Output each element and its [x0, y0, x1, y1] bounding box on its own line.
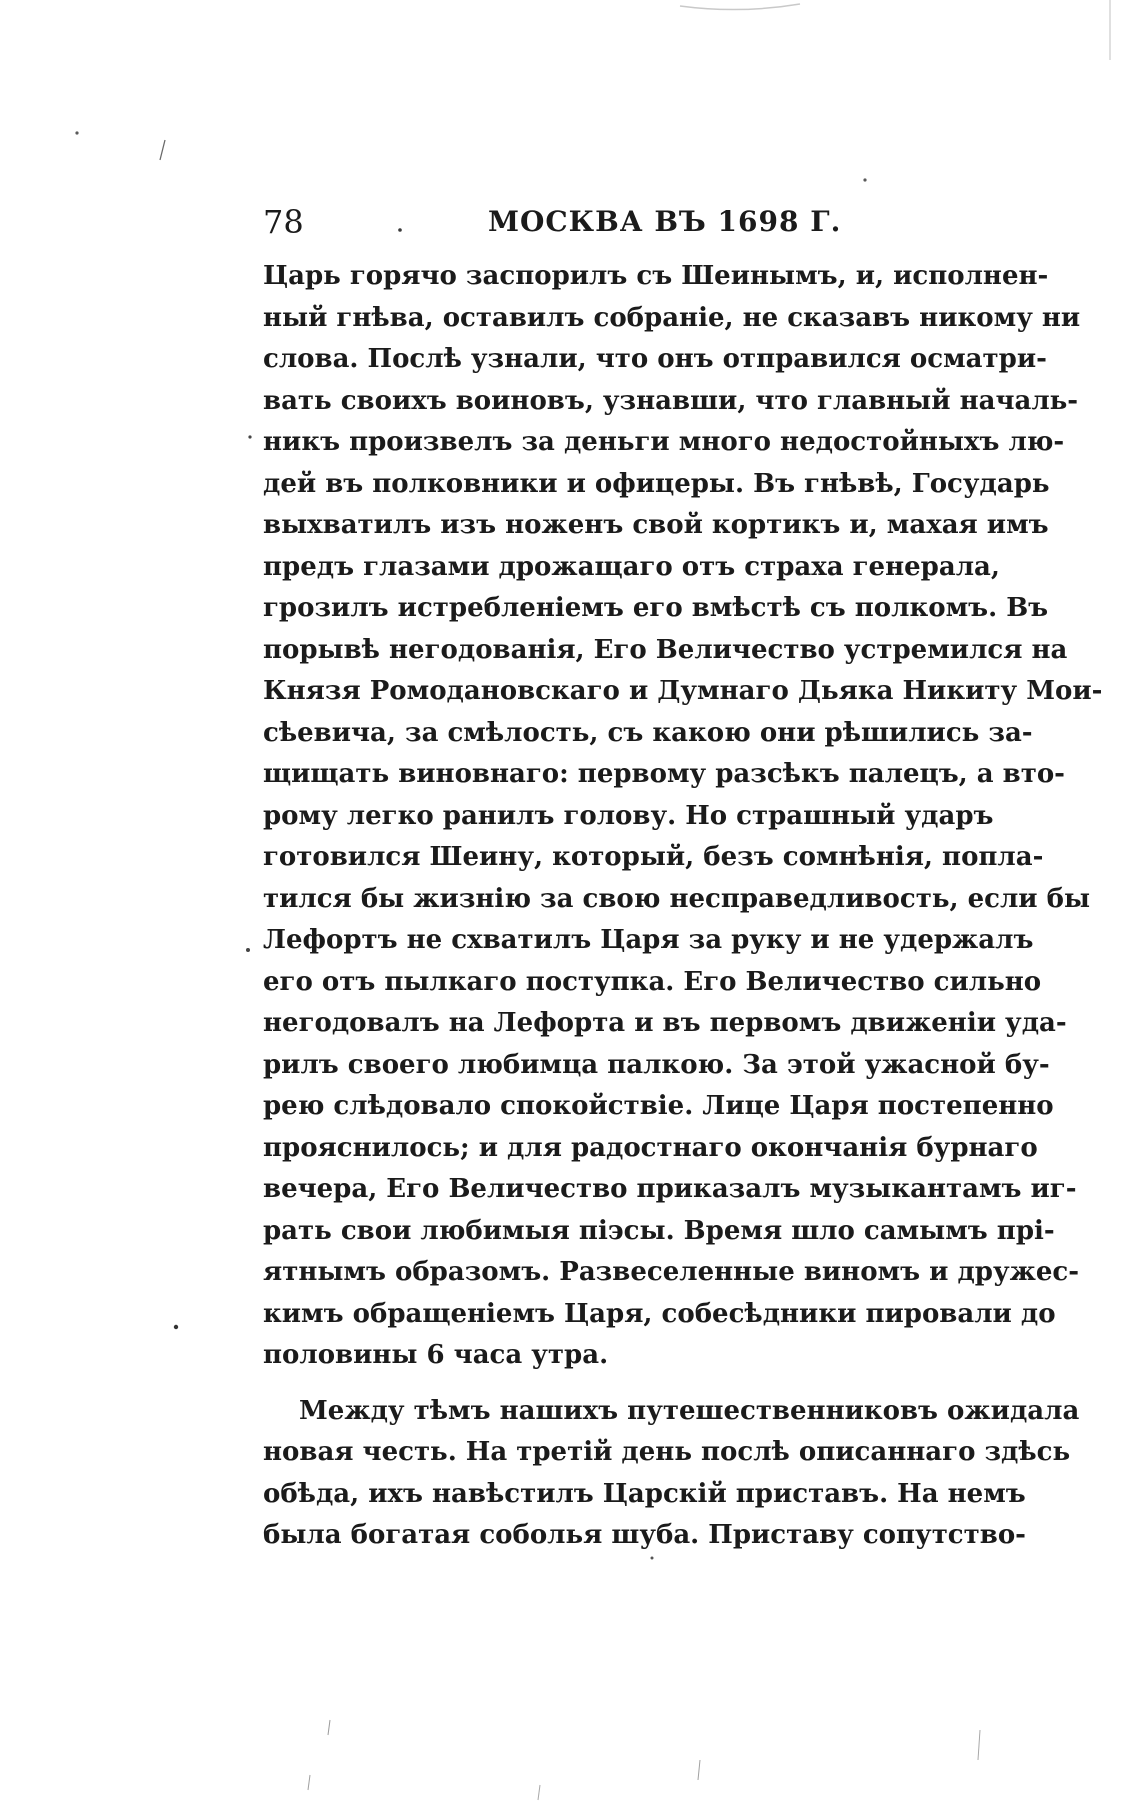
- running-head: МОСКВА ВЪ 1698 Г.: [488, 205, 842, 238]
- page-header: [263, 203, 973, 247]
- text-line: вечера, Его Величество приказалъ музыкантамъ иг-: [263, 1174, 1077, 1204]
- speck: [246, 948, 250, 952]
- text-line: сѣевича, за смѣлость, съ какою они рѣшились за-: [263, 717, 1033, 748]
- text-line: рому легко ранилъ голову. Но страшный ударъ: [263, 800, 994, 831]
- text-line: была богатая соболья шуба. Приставу сопутство-: [263, 1520, 1026, 1550]
- body-text: [263, 256, 1103, 1557]
- text-line: прояснилось; и для радостнаго окончанія бурнаго: [263, 1132, 1038, 1163]
- paragraph: [263, 256, 1103, 1377]
- top-edge-mark: [680, 4, 800, 10]
- paragraph-gap: [263, 1377, 973, 1391]
- text-line: выхватилъ изъ ноженъ свой кортикъ и, махая имъ: [263, 510, 1049, 540]
- text-line: Между тѣмъ нашихъ путешественниковъ ожидала: [299, 1395, 1080, 1426]
- speck: [978, 1730, 980, 1760]
- text-line: его отъ пылкаго поступка. Его Величество сильно: [263, 966, 1042, 997]
- text-line: слова. Послѣ узнали, что онъ отправился осматри-: [263, 344, 1047, 374]
- text-line: рать свои любимыя піэсы. Время шло самымъ прі-: [263, 1215, 1055, 1246]
- text-line: никъ произвелъ за деньги много недостойныхъ лю-: [263, 427, 1065, 457]
- speck: [75, 131, 78, 134]
- text-line: Лефортъ не схватилъ Царя за руку и не удержалъ: [263, 925, 1034, 955]
- text-line: рею слѣдовало спокойствіе. Лице Царя постепенно: [263, 1091, 1054, 1121]
- text-line: рилъ своего любимца палкою. За этой ужасной бу-: [263, 1049, 1050, 1080]
- speck: [698, 1760, 700, 1780]
- text-line: ятнымъ образомъ. Развеселенные виномъ и дружес-: [263, 1257, 1080, 1287]
- text-line: Князя Ромодановскаго и Думнаго Дьяка Никиту Мои-: [263, 676, 1103, 706]
- text-line: вать своихъ воиновъ, узнавши, что главный началь-: [263, 385, 1079, 416]
- text-line: негодовалъ на Лефорта и въ первомъ движеніи уда-: [263, 1008, 1067, 1038]
- text-line: порывѣ негодованія, Его Величество устремился на: [263, 634, 1068, 665]
- text-line: обѣда, ихъ навѣстилъ Царскій приставъ. На немъ: [263, 1478, 1026, 1509]
- text-line: тился бы жизнію за свою несправедливость, если бы: [263, 883, 1091, 914]
- text-line: предъ глазами дрожащаго отъ страха генерала,: [263, 551, 1000, 582]
- text-line: дей въ полковники и офицеры. Въ гнѣвѣ, Государь: [263, 468, 1050, 499]
- speck: [538, 1785, 540, 1800]
- speck: [174, 1325, 178, 1329]
- text-line: ный гнѣва, оставилъ собраніе, не сказавъ никому ни: [263, 302, 1081, 333]
- speck: [651, 1557, 654, 1560]
- page-number: 78: [263, 203, 304, 241]
- text-line: кимъ обращеніемъ Царя, собесѣдники пировали до: [263, 1298, 1056, 1329]
- speck: [248, 435, 251, 438]
- text-line: новая честь. На третій день послѣ описаннаго здѣсь: [263, 1437, 1071, 1467]
- speck: [308, 1775, 310, 1790]
- speck: [160, 140, 165, 160]
- text-line: Царь горячо заспорилъ съ Шеинымъ, и, исполнен-: [263, 261, 1049, 291]
- text-line: готовился Шеину, который, безъ сомнѣнія, попла-: [263, 842, 1044, 872]
- text-line: щищать виновнаго: первому разсѣкъ палецъ, а вто-: [263, 759, 1065, 789]
- text-line: грозилъ истребленіемъ его вмѣстѣ съ полкомъ. Въ: [263, 593, 1049, 623]
- speck: [328, 1720, 330, 1735]
- paragraph: [263, 1391, 1080, 1557]
- text-line: половины 6 часа утра.: [263, 1340, 609, 1370]
- speck: [863, 178, 866, 181]
